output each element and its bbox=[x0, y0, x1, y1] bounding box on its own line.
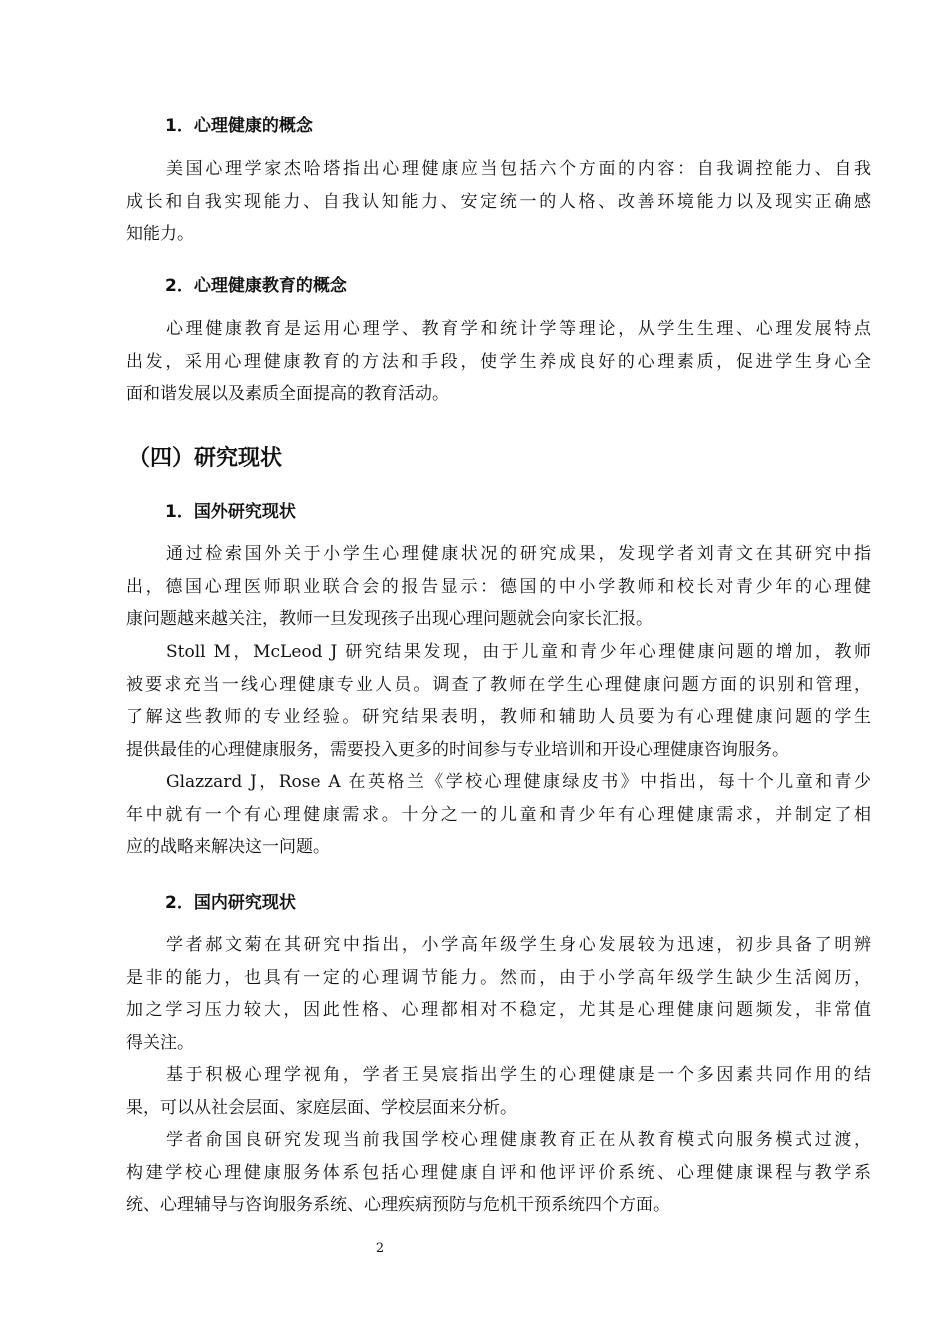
paragraph-mental-health-concept bbox=[126, 153, 871, 251]
heading-foreign-research: 1．国外研究现状 bbox=[165, 502, 296, 522]
paragraph-domestic-1 bbox=[126, 929, 871, 1059]
text-line: 统、心理辅导与咨询服务系统、心理疾病预防与危机干预系统四个方面。 bbox=[126, 1195, 670, 1215]
heading-education-concept: 2．心理健康教育的概念 bbox=[165, 276, 347, 296]
heading-domestic-research: 2．国内研究现状 bbox=[165, 893, 296, 913]
text-line: 应的战略来解决这一问题。 bbox=[126, 837, 330, 857]
text-line: 被要求充当一线心理健康专业人员。调查了教师在学生心理健康问题方面的识别和管理， bbox=[126, 674, 871, 695]
text-line: Glazzard J，Rose A 在英格兰《学校心理健康绿皮书》中指出，每十个儿童和青少 bbox=[166, 772, 871, 792]
text-line: 学者郝文菊在其研究中指出，小学高年级学生身心发展较为迅速，初步具备了明辨 bbox=[166, 935, 871, 955]
paragraph-foreign-2 bbox=[126, 636, 871, 766]
heading-research-status: （四）研究现状 bbox=[128, 446, 283, 471]
heading-mental-health-concept: 1．心理健康的概念 bbox=[165, 116, 313, 136]
text-line: 通过检索国外关于小学生心理健康状况的研究成果，发现学者刘青文在其研究中指 bbox=[166, 544, 871, 564]
paragraph-foreign-3 bbox=[126, 766, 871, 864]
paragraph-foreign-1 bbox=[126, 538, 871, 636]
text-line: 了解这些教师的专业经验。研究结果表明，教师和辅助人员要为有心理健康问题的学生 bbox=[126, 707, 871, 727]
text-line: 是非的能力，也具有一定的心理调节能力。然而，由于小学高年级学生缺少生活阅历， bbox=[126, 967, 871, 988]
text-line: 康问题越来越关注，教师一旦发现孩子出现心理问题就会向家长汇报。 bbox=[126, 609, 653, 629]
text-line: 基于积极心理学视角，学者王昊宸指出学生的心理健康是一个多因素共同作用的结 bbox=[166, 1065, 871, 1085]
text-line: 得关注。 bbox=[126, 1032, 194, 1053]
page-number: 2 bbox=[375, 1241, 385, 1256]
paragraph-education-concept bbox=[126, 313, 871, 411]
text-line: 成长和自我实现能力、自我认知能力、安定统一的人格、改善环境能力以及现实正确感 bbox=[126, 191, 871, 212]
text-line: 提供最佳的心理健康服务，需要投入更多的时间参与专业培训和开设心理健康咨询服务。 bbox=[126, 739, 789, 760]
text-line: 出发，采用心理健康教育的方法和手段，使学生养成良好的心理素质，促进学生身心全 bbox=[126, 351, 871, 372]
text-line: 学者俞国良研究发现当前我国学校心理健康教育正在从教育模式向服务模式过渡， bbox=[166, 1130, 871, 1150]
text-line: 出，德国心理医师职业联合会的报告显示：德国的中小学教师和校长对青少年的心理健 bbox=[126, 576, 871, 597]
text-line: 美国心理学家杰哈塔指出心理健康应当包括六个方面的内容：自我调控能力、自我 bbox=[166, 159, 871, 179]
paragraph-domestic-3 bbox=[126, 1124, 871, 1222]
text-line: 构建学校心理健康服务体系包括心理健康自评和他评评价系统、心理健康课程与教学系 bbox=[126, 1162, 871, 1183]
text-line: 知能力。 bbox=[126, 224, 194, 244]
text-line: 心理健康教育是运用心理学、教育学和统计学等理论，从学生生理、心理发展特点 bbox=[166, 319, 871, 339]
text-line: Stoll M，McLeod J 研究结果发现，由于儿童和青少年心理健康问题的增加，教师 bbox=[166, 642, 871, 662]
text-line: 加之学习压力较大，因此性格、心理都相对不稳定，尤其是心理健康问题频发，非常值 bbox=[126, 1000, 871, 1020]
paragraph-domestic-2 bbox=[126, 1059, 871, 1124]
text-line: 年中就有一个有心理健康需求。十分之一的儿童和青少年有心理健康需求，并制定了相 bbox=[126, 804, 871, 825]
text-line: 面和谐发展以及素质全面提高的教育活动。 bbox=[126, 384, 449, 404]
text-line: 果，可以从社会层面、家庭层面、学校层面来分析。 bbox=[126, 1097, 517, 1118]
